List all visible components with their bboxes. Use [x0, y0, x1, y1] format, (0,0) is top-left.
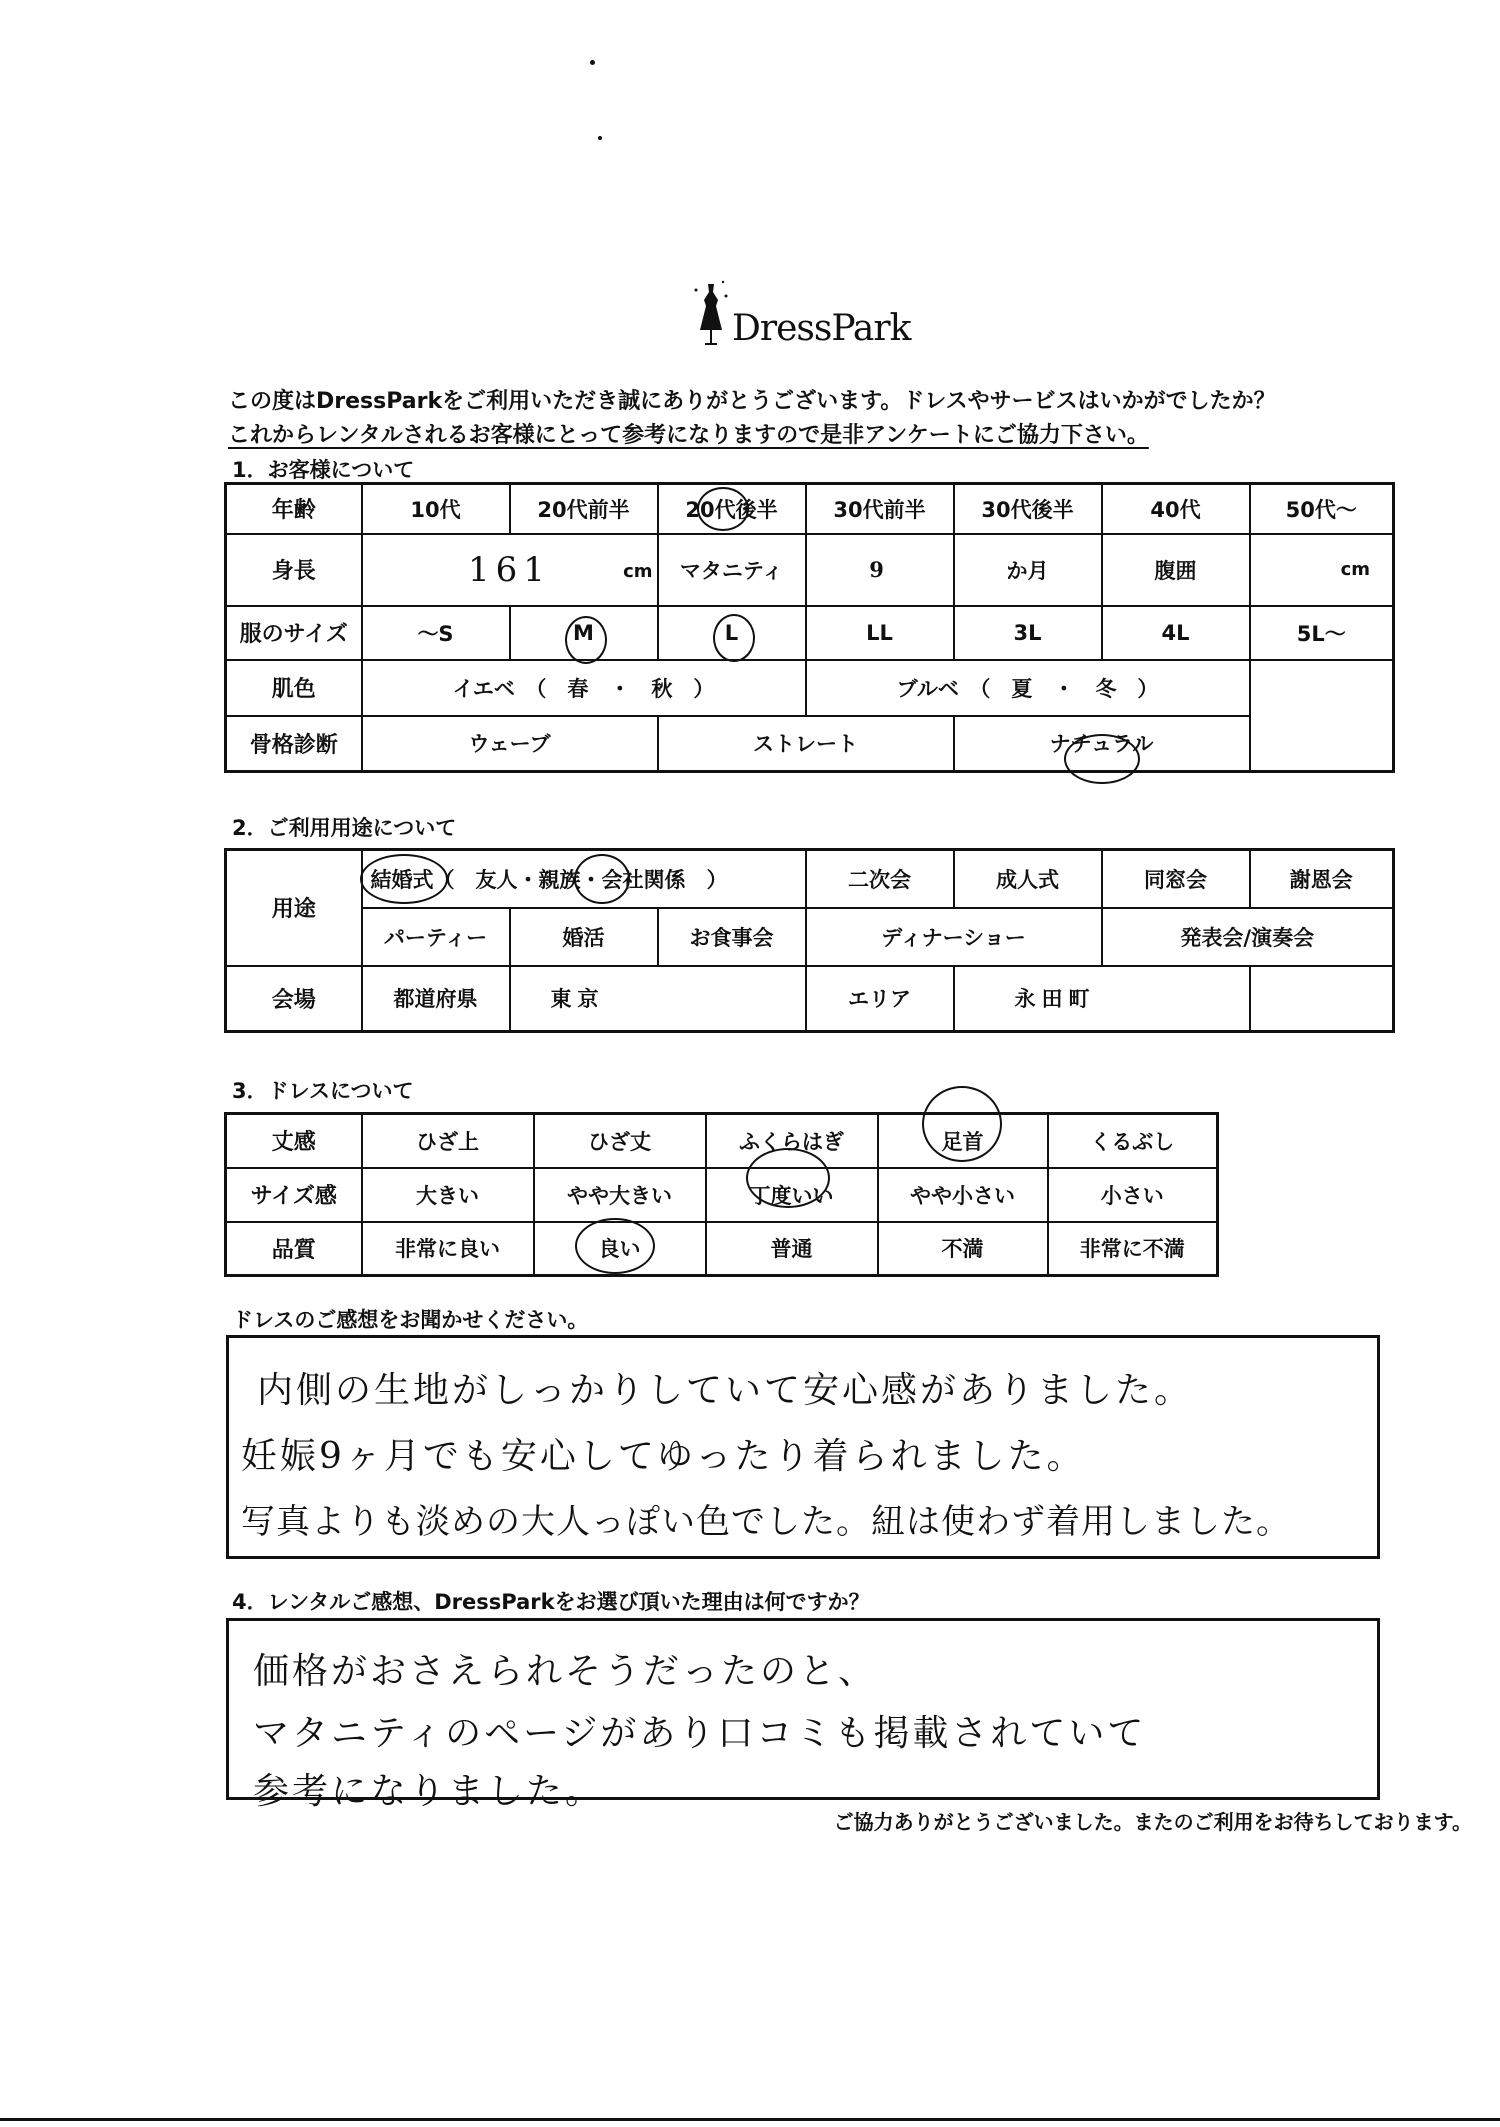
impressions-box[interactable] — [226, 1335, 1380, 1559]
usage-option[interactable]: 同窓会 — [1102, 850, 1250, 908]
section-1-title: 1．お客様について — [232, 458, 415, 482]
scan-speck — [598, 136, 602, 140]
dress-logo-icon — [690, 278, 732, 360]
closing-thanks: ご協力ありがとうございました。またのご利用をお待ちしております。 — [833, 1810, 1472, 1834]
age-label: 年齢 — [226, 484, 362, 534]
maternity-months-value[interactable]: 9 — [806, 534, 954, 606]
age-row — [226, 484, 1394, 534]
impression-line: 写真よりも淡めの大人っぽい色でした。紐は使わず着用しました。 — [241, 1502, 1291, 1542]
fit-option[interactable]: 大きい — [362, 1168, 534, 1222]
frame-option-selected[interactable]: ナチュラル — [954, 716, 1250, 772]
age-option[interactable]: 50代～ — [1250, 484, 1394, 534]
age-option[interactable]: 20代前半 — [510, 484, 658, 534]
waist-unit[interactable]: cm — [1250, 534, 1394, 606]
customer-table — [224, 482, 1395, 773]
height-label: 身長 — [226, 534, 362, 606]
length-label: 丈感 — [226, 1114, 362, 1168]
fit-option-selected[interactable]: 丁度いい — [706, 1168, 878, 1222]
size-option[interactable]: 5L～ — [1250, 606, 1394, 660]
quality-option[interactable]: 非常に不満 — [1048, 1222, 1218, 1276]
quality-option[interactable]: 不満 — [878, 1222, 1048, 1276]
size-label: 服のサイズ — [226, 606, 362, 660]
fit-option[interactable]: やや小さい — [878, 1168, 1048, 1222]
size-row — [226, 606, 1394, 660]
frame-option[interactable]: ウェーブ — [362, 716, 658, 772]
area-label: エリア — [806, 966, 954, 1032]
skin-option-blue[interactable]: ブルベ （ 夏 ・ 冬 ） — [806, 660, 1250, 716]
section-2-title: 2．ご利用用途について — [232, 816, 457, 840]
usage-row-2 — [226, 908, 1394, 966]
impressions-title: ドレスのご感想をお聞かせください。 — [232, 1308, 589, 1332]
scan-speck — [590, 60, 595, 65]
dress-table — [224, 1112, 1219, 1277]
venue-row — [226, 966, 1394, 1032]
reason-line: 参考になりました。 — [253, 1771, 605, 1812]
height-row — [226, 534, 1394, 606]
usage-option[interactable]: 発表会/演奏会 — [1102, 908, 1394, 966]
quality-row — [226, 1222, 1218, 1276]
length-option[interactable]: ふくらはぎ — [706, 1114, 878, 1168]
usage-label: 用途 — [226, 850, 362, 966]
usage-option[interactable]: 婚活 — [510, 908, 658, 966]
venue-label: 会場 — [226, 966, 362, 1032]
quality-option-selected[interactable]: 良い — [534, 1222, 706, 1276]
age-option[interactable]: 40代 — [1102, 484, 1250, 534]
age-option[interactable]: 10代 — [362, 484, 510, 534]
reason-box[interactable] — [226, 1618, 1380, 1812]
usage-option[interactable]: 成人式 — [954, 850, 1102, 908]
area-value[interactable]: 永田町 — [954, 966, 1250, 1032]
waist-label: 腹囲 — [1102, 534, 1250, 606]
quality-label: 品質 — [226, 1222, 362, 1276]
page-edge-line — [0, 2118, 1500, 2121]
length-option[interactable]: ひざ上 — [362, 1114, 534, 1168]
frame-option[interactable]: ストレート — [658, 716, 954, 772]
age-option-selected[interactable]: 20代後半 — [658, 484, 806, 534]
reason-line: 価格がおさえられそうだったのと、 — [253, 1651, 878, 1692]
age-option[interactable]: 30代前半 — [806, 484, 954, 534]
intro-line-1: この度はDressParkをご利用いただき誠にありがとうございます。ドレスやサービスはいかがでしたか？ — [228, 389, 1276, 414]
usage-option[interactable]: 二次会 — [806, 850, 954, 908]
skin-row — [226, 660, 1394, 716]
section-4-title: 4．レンタルご感想、DressParkをお選び頂いた理由は何ですか？ — [232, 1590, 870, 1614]
size-option-selected[interactable]: L — [658, 606, 806, 660]
brand-logo — [690, 278, 920, 360]
age-option[interactable]: 30代後半 — [954, 484, 1102, 534]
quality-option[interactable]: 普通 — [706, 1222, 878, 1276]
length-option[interactable]: くるぶし — [1048, 1114, 1218, 1168]
height-field[interactable] — [362, 534, 658, 606]
brand-name: DressPark — [732, 308, 911, 349]
impression-line: 内側の生地がしっかりしていて安心感がありました。 — [257, 1370, 1194, 1411]
section-3-title: 3．ドレスについて — [232, 1079, 414, 1103]
length-option-selected[interactable]: 足首 — [878, 1114, 1048, 1168]
frame-row — [226, 716, 1394, 772]
height-unit: cm — [623, 560, 653, 582]
skin-option-yellow[interactable]: イエベ （ 春 ・ 秋 ） — [362, 660, 806, 716]
fit-option[interactable]: 小さい — [1048, 1168, 1218, 1222]
reason-line: マタニティのページがあり口コミも掲載されていて — [253, 1713, 1147, 1754]
length-row — [226, 1114, 1218, 1168]
usage-row-1 — [226, 850, 1394, 908]
impression-line: 妊娠9ヶ月でも安心してゆったり着られました。 — [241, 1436, 1086, 1477]
height-value: 161 — [468, 549, 551, 590]
usage-option[interactable]: 謝恩会 — [1250, 850, 1394, 908]
prefecture-value[interactable]: 東京 — [510, 966, 806, 1032]
prefecture-label: 都道府県 — [362, 966, 510, 1032]
length-option[interactable]: ひざ丈 — [534, 1114, 706, 1168]
size-option[interactable]: LL — [806, 606, 954, 660]
fit-label: サイズ感 — [226, 1168, 362, 1222]
size-option-selected[interactable]: M — [510, 606, 658, 660]
usage-option[interactable]: ディナーショー — [806, 908, 1102, 966]
intro-line-2: これからレンタルされるお客様にとって参考になりますので是非アンケートにご協力下さい。 — [228, 423, 1149, 448]
skin-label: 肌色 — [226, 660, 362, 716]
quality-option[interactable]: 非常に良い — [362, 1222, 534, 1276]
usage-option[interactable]: パーティー — [362, 908, 510, 966]
usage-option[interactable]: お食事会 — [658, 908, 806, 966]
maternity-label: マタニティ — [658, 534, 806, 606]
fit-row — [226, 1168, 1218, 1222]
frame-label: 骨格診断 — [226, 716, 362, 772]
usage-option-wedding[interactable]: 結婚式（ 友人・親族・会社関係 ） — [362, 850, 806, 908]
usage-table — [224, 848, 1395, 1033]
fit-option[interactable]: やや大きい — [534, 1168, 706, 1222]
size-option[interactable]: 3L — [954, 606, 1102, 660]
size-option[interactable]: 4L — [1102, 606, 1250, 660]
size-option[interactable]: ～S — [362, 606, 510, 660]
month-unit: か月 — [954, 534, 1102, 606]
